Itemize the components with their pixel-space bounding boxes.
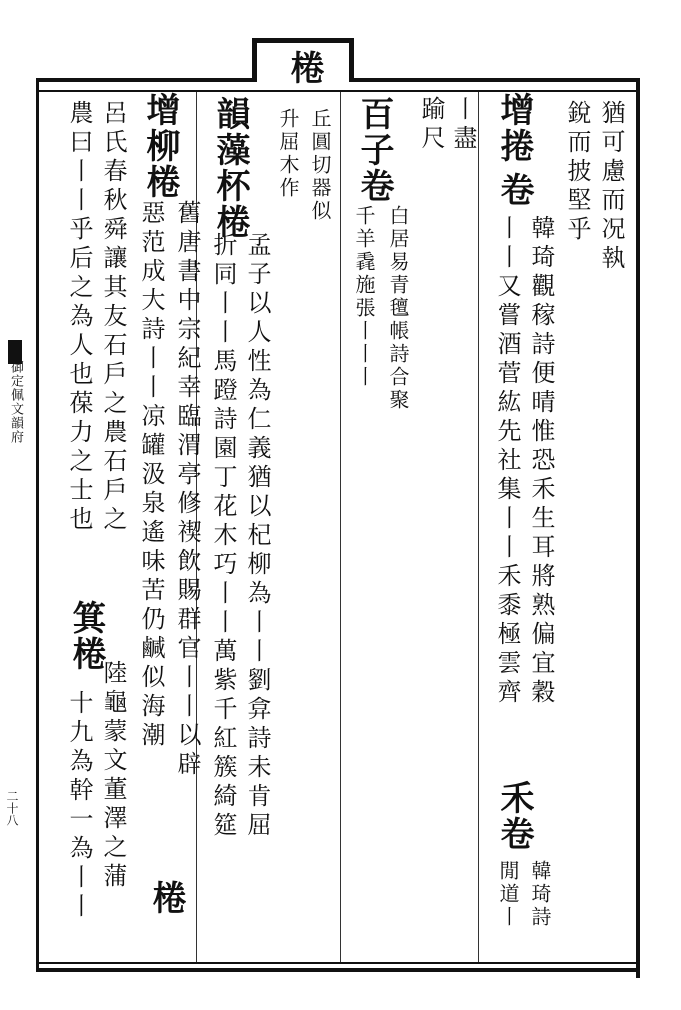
- entry-heading: 棬: [146, 880, 186, 916]
- text-column: 農曰丨丨乎后之為人也葆力之士也: [65, 100, 93, 535]
- entry-gloss: 升屈木作: [276, 108, 300, 200]
- entry-heading: 棬: [284, 50, 324, 86]
- entry-heading: 禾卷: [494, 780, 534, 852]
- frame-border-top: [354, 78, 640, 82]
- text-column: 陸龜蒙文董澤之蒲: [99, 660, 127, 892]
- entry-heading: 箕棬: [66, 600, 106, 672]
- margin-page-number: 二十八: [5, 790, 19, 826]
- entry-gloss: 丘圓切器似: [308, 108, 332, 223]
- text-column: 折同丨丨馬蹬詩園丁花木巧丨丨萬紫千紅簇綺筵: [209, 232, 237, 841]
- text-column: 銳而披堅乎: [563, 100, 591, 245]
- text-column: 韓琦詩: [528, 860, 552, 929]
- text-column: 韓琦觀稼詩便晴惟恐禾生耳將熟偏宜穀: [527, 215, 555, 708]
- column-rule: [340, 92, 341, 962]
- frame-border-top: [36, 78, 252, 82]
- text-column: 惡范成大詩丨丨凉罐汲泉遙味苦仍鹹似海潮: [137, 200, 165, 751]
- frame-border-right: [636, 78, 640, 978]
- text-column: 孟子以人性為仁義猶以杞柳為丨丨劉弇詩未肯屈: [243, 232, 271, 841]
- column-rule: [478, 92, 479, 962]
- frame-tab-border: [252, 38, 354, 43]
- entry-heading: 百子卷: [354, 96, 394, 204]
- text-column: 十九為幹一為丨丨: [65, 690, 93, 922]
- text-column: 呂氏春秋舜讓其友石戶之農石戶之: [99, 100, 127, 535]
- text-column: 猶可慮而况執: [597, 100, 625, 274]
- text-column: 閒道丨: [496, 860, 520, 929]
- text-column: 舊唐書中宗紀幸臨渭亭修禊飲賜群官丨丨以辟: [173, 200, 201, 780]
- entry-heading: 韻藻杯棬: [210, 96, 250, 240]
- text-column: 白居易青氊帳詩合聚: [386, 205, 410, 412]
- frame-border-bottom: [36, 962, 640, 964]
- frame-tab-border: [252, 38, 257, 82]
- entry-heading: 卷: [494, 172, 534, 208]
- text-column: 丨盡: [449, 96, 477, 154]
- text-column: 丨丨又嘗酒菅紘先社集丨丨禾黍極雲齊: [493, 215, 521, 708]
- frame-tab-border: [349, 38, 354, 82]
- entry-heading: 增柳棬: [140, 92, 180, 200]
- frame-border-left: [36, 78, 39, 972]
- margin-book-title: 御定佩文韻府: [8, 360, 23, 444]
- text-column: 千羊毳施張丨丨丨: [352, 205, 376, 389]
- frame-border-bottom: [36, 968, 640, 972]
- entry-heading: 增捲: [494, 92, 534, 164]
- frame-border-inner: [36, 90, 640, 92]
- text-column: 踰尺: [417, 96, 445, 154]
